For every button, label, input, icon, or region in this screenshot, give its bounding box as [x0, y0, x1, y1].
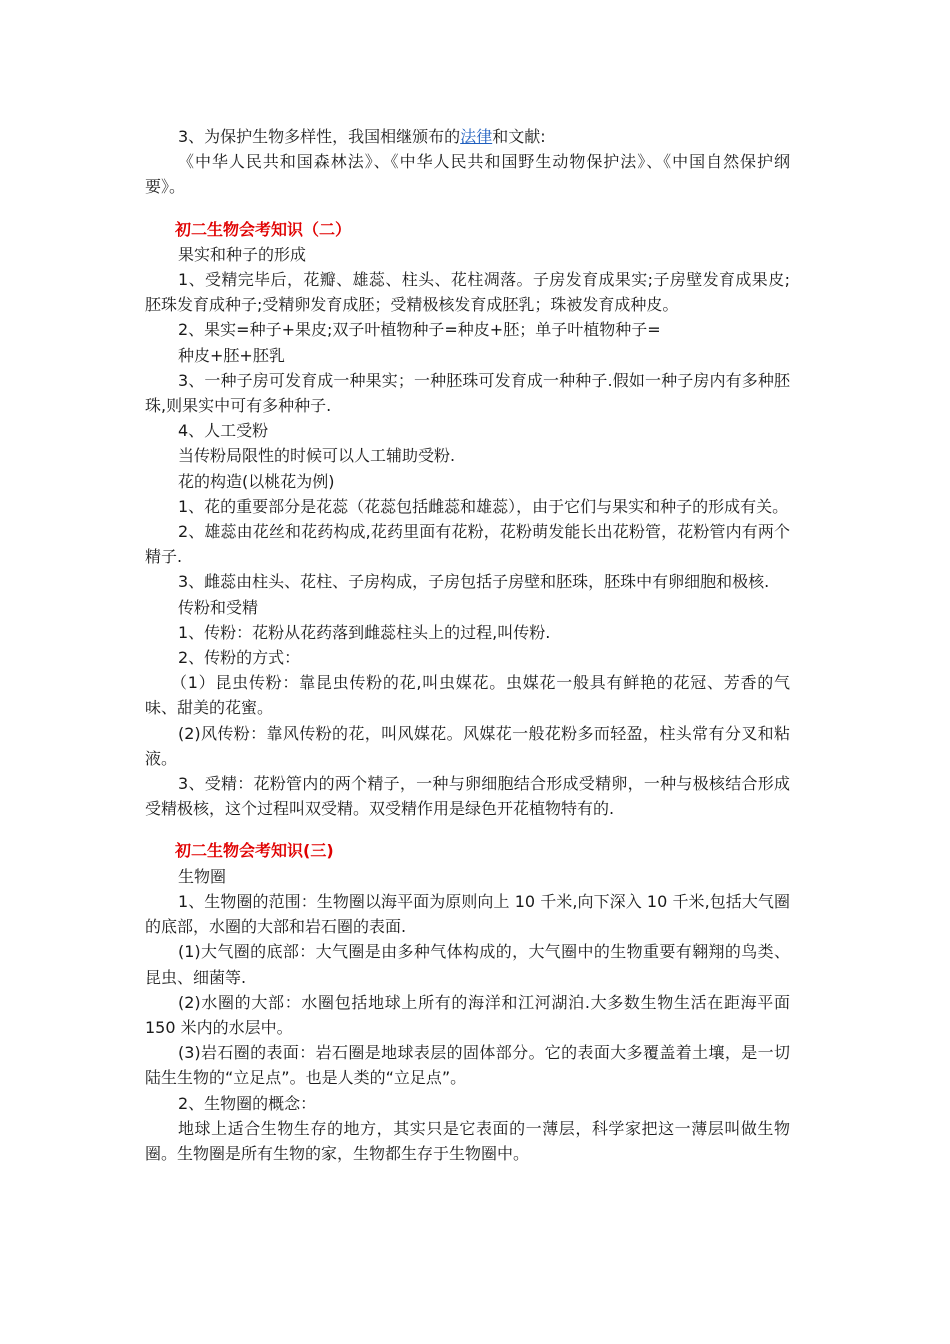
section-2-paragraph: 2、雄蕊由花丝和花药构成,花药里面有花粉，花粉萌发能长出花粉管，花粉管内有两个精子. [145, 522, 790, 567]
section-2-paragraph: 1、受精完毕后，花瓣、雄蕊、柱头、花柱凋落。子房发育成果实;子房壁发育成果皮;胚珠发育成种子;受精卵发育成胚；受精极核发育成胚乳；珠被发育成种皮。 [145, 270, 790, 315]
section-2-paragraph: 1、花的重要部分是花蕊（花蕊包括雌蕊和雄蕊），由于它们与果实和种子的形成有关。 [178, 496, 789, 516]
section-2-paragraph: 3、受精：花粉管内的两个精子，一种与卵细胞结合形成受精卵，一种与极核结合形成受精极核，这个过程叫双受精。双受精作用是绿色开花植物特有的. [145, 774, 790, 819]
section-2-paragraph: 2、果实=种子+果皮;双子叶植物种子=种皮+胚；单子叶植物种子= [178, 320, 661, 340]
section-2-paragraph: 3、雌蕊由柱头、花柱、子房构成，子房包括子房壁和胚珠，胚珠中有卵细胞和极核. [178, 572, 770, 592]
section-3-paragraph: 2、生物圈的概念： [178, 1093, 317, 1113]
section-2-paragraph: 3、一种子房可发育成一种果实；一种胚珠可发育成一种种子.假如一种子房内有多种胚珠,则果实中可有多种种子. [145, 370, 790, 416]
section-2-paragraph: (2)风传粉：靠风传粉的花，叫风媒花。风媒花一般花粉多而轻盈，柱头常有分叉和粘液。 [145, 723, 790, 768]
section-2-paragraph: 种皮+胚+胚乳 [178, 345, 285, 365]
section-3-subtitle-biosphere: 生物圈 [178, 866, 227, 886]
section-3-title: 初二生物会考知识(三) [175, 841, 334, 861]
section-2-paragraph: 1、传粉：花粉从花药落到雌蕊柱头上的过程,叫传粉. [178, 622, 551, 642]
section-3-paragraph: (1)大气圈的底部：大气圈是由多种气体构成的，大气圈中的生物重要有翱翔的鸟类、昆虫、细菌等. [145, 942, 790, 987]
section-2-subtitle-flower-structure: 花的构造(以桃花为例) [178, 471, 335, 491]
intro-paragraph [145, 124, 790, 149]
law-link[interactable]: 法律 [460, 127, 493, 146]
section-3-paragraph: (3)岩石圈的表面：岩石圈是地球表层的固体部分。它的表面大多覆盖着土壤，是一切陆生生物的“立足点”。也是人类的“立足点”。 [145, 1043, 790, 1088]
document-body [145, 124, 790, 1166]
intro-text-suffix: 和文献: [492, 127, 546, 146]
section-2-paragraph: （1）昆虫传粉：靠昆虫传粉的花,叫虫媒花。虫媒花一般具有鲜艳的花冠、芳香的气味、甜美的花蜜。 [145, 673, 790, 718]
section-3-paragraph: 1、生物圈的范围：生物圈以海平面为原则向上 10 千米,向下深入 10 千米,包括大气圈的底部，水圈的大部和岩石圈的表面. [145, 891, 790, 937]
section-2-subtitle-pollination: 传粉和受精 [178, 597, 259, 617]
section-2-paragraph: 4、人工受粉 [178, 421, 269, 441]
intro-text-prefix: 3、为保护生物多样性，我国相继颁布的 [178, 127, 461, 146]
intro-laws-paragraph: 《中华人民共和国森林法》、《中华人民共和国野生动物保护法》、《中国自然保护纲要》。 [145, 152, 790, 197]
section-3-paragraph: (2)水圈的大部：水圈包括地球上所有的海洋和江河湖泊.大多数生物生活在距海平面 150 米内的水层中。 [145, 992, 790, 1037]
section-2-paragraph: 2、传粉的方式： [178, 648, 301, 668]
section-2-subtitle-fruit-seed: 果实和种子的形成 [178, 244, 307, 264]
section-2-title: 初二生物会考知识（二） [175, 219, 352, 239]
section-3-paragraph: 地球上适合生物生存的地方，其实只是它表面的一薄层，科学家把这一薄层叫做生物圈。生物圈是所有生物的家，生物都生存于生物圈中。 [145, 1118, 790, 1163]
section-2-paragraph: 当传粉局限性的时候可以人工辅助受粉. [178, 446, 456, 466]
